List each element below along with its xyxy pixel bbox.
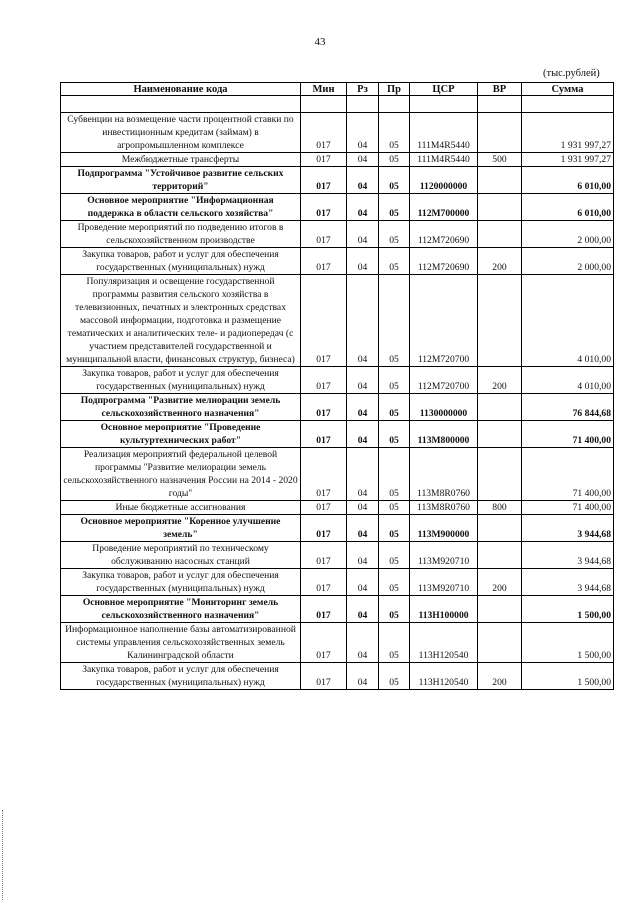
header-vr: ВР: [478, 83, 522, 96]
cell-sum: 76 844,68: [522, 394, 614, 421]
cell-min: 017: [301, 221, 347, 248]
cell-sum: 3 944,68: [522, 515, 614, 542]
cell-vr: 500: [478, 153, 522, 167]
cell-name: Проведение мероприятий по подведению итогов в сельскохозяйственном производстве: [61, 221, 301, 248]
cell-min: 017: [301, 275, 347, 367]
cell-sum: 4 010,00: [522, 275, 614, 367]
cell-sum: 71 400,00: [522, 421, 614, 448]
header-sum: Сумма: [522, 83, 614, 96]
cell-vr: [478, 623, 522, 663]
cell-csr: 112M720690: [410, 248, 478, 275]
cell-pr: 05: [379, 569, 410, 596]
table-row: [61, 394, 614, 421]
cell-sum: 1 931 997,27: [522, 153, 614, 167]
header-name: Наименование кода: [61, 83, 301, 96]
cell-sum: 3 944,68: [522, 569, 614, 596]
table-row: [61, 663, 614, 690]
cell-sum: 2 000,00: [522, 248, 614, 275]
cell-name: Основное мероприятие "Информационная поддержка в области сельского хозяйства": [61, 194, 301, 221]
cell-csr: 112M720700: [410, 367, 478, 394]
header-csr: ЦСР: [410, 83, 478, 96]
cell-csr: 111M4R5440: [410, 153, 478, 167]
cell-name: Закупка товаров, работ и услуг для обеспечения государственных (муниципальных) нужд: [61, 663, 301, 690]
cell-pr: 05: [379, 153, 410, 167]
table-row: [61, 248, 614, 275]
cell-csr: 113H120540: [410, 663, 478, 690]
cell-rz: 04: [347, 275, 379, 367]
cell-min: 017: [301, 194, 347, 221]
cell-rz: 04: [347, 221, 379, 248]
table-row: [61, 221, 614, 248]
cell-rz: 04: [347, 113, 379, 153]
cell-rz: 04: [347, 421, 379, 448]
cell-vr: [478, 221, 522, 248]
cell-name: Субвенции на возмещение части процентной ставки по инвестиционным кредитам (займам) в агропромышленном комплексе: [61, 113, 301, 153]
cell-csr: 112M720690: [410, 221, 478, 248]
cell-min: 017: [301, 394, 347, 421]
cell-csr: 1130000000: [410, 394, 478, 421]
cell-name: Иные бюджетные ассигнования: [61, 501, 301, 515]
cell-vr: [478, 113, 522, 153]
cell-name: Подпрограмма "Устойчивое развитие сельских территорий": [61, 167, 301, 194]
cell-pr: 05: [379, 194, 410, 221]
cell-sum: 2 000,00: [522, 221, 614, 248]
cell-rz: 04: [347, 448, 379, 501]
table-row: [61, 167, 614, 194]
page-number: 43: [314, 36, 326, 48]
spacer-row: [61, 96, 614, 113]
cell-min: 017: [301, 113, 347, 153]
cell-pr: 05: [379, 275, 410, 367]
cell-csr: 113M900000: [410, 515, 478, 542]
cell-rz: 04: [347, 167, 379, 194]
cell-min: 017: [301, 367, 347, 394]
cell-rz: 04: [347, 194, 379, 221]
cell-name: Подпрограмма "Развитие мелиорации земель сельскохозяйственного назначения": [61, 394, 301, 421]
cell-csr: 113M8R0760: [410, 501, 478, 515]
cell-name: Закупка товаров, работ и услуг для обеспечения государственных (муниципальных) нужд: [61, 367, 301, 394]
cell-sum: 3 944,68: [522, 542, 614, 569]
cell-sum: 6 010,00: [522, 167, 614, 194]
table-row: [61, 623, 614, 663]
cell-vr: [478, 194, 522, 221]
cell-pr: 05: [379, 394, 410, 421]
header-pr: Пр: [379, 83, 410, 96]
table-row: [61, 367, 614, 394]
cell-name: Основное мероприятие "Проведение культуртехнических работ": [61, 421, 301, 448]
cell-pr: 05: [379, 663, 410, 690]
cell-min: 017: [301, 167, 347, 194]
cell-vr: 200: [478, 367, 522, 394]
cell-min: 017: [301, 501, 347, 515]
cell-csr: 113M800000: [410, 421, 478, 448]
table-row: [61, 542, 614, 569]
cell-min: 017: [301, 515, 347, 542]
cell-pr: 05: [379, 501, 410, 515]
cell-rz: 04: [347, 501, 379, 515]
cell-csr: 112M720700: [410, 275, 478, 367]
cell-name: Основное мероприятие "Мониторинг земель сельскохозяйственного назначения": [61, 596, 301, 623]
cell-sum: 71 400,00: [522, 448, 614, 501]
cell-rz: 04: [347, 569, 379, 596]
cell-min: 017: [301, 542, 347, 569]
cell-min: 017: [301, 623, 347, 663]
cell-vr: [478, 275, 522, 367]
cell-sum: 1 500,00: [522, 596, 614, 623]
cell-pr: 05: [379, 248, 410, 275]
cell-vr: [478, 542, 522, 569]
cell-csr: 113M8R0760: [410, 448, 478, 501]
cell-name: Информационное наполнение базы автоматизированной системы управления сельскохозяйственных земель Калининградской области: [61, 623, 301, 663]
table-row: [61, 501, 614, 515]
cell-min: 017: [301, 448, 347, 501]
cell-csr: 113H120540: [410, 623, 478, 663]
cell-min: 017: [301, 421, 347, 448]
cell-name: Основное мероприятие "Коренное улучшение земель": [61, 515, 301, 542]
cell-rz: 04: [347, 515, 379, 542]
cell-pr: 05: [379, 448, 410, 501]
cell-pr: 05: [379, 515, 410, 542]
cell-pr: 05: [379, 542, 410, 569]
cell-min: 017: [301, 663, 347, 690]
cell-csr: 113M920710: [410, 542, 478, 569]
cell-csr: 111M4R5440: [410, 113, 478, 153]
cell-vr: [478, 421, 522, 448]
cell-pr: 05: [379, 596, 410, 623]
cell-csr: 113M920710: [410, 569, 478, 596]
cell-rz: 04: [347, 542, 379, 569]
table-row: [61, 113, 614, 153]
cell-rz: 04: [347, 394, 379, 421]
cell-rz: 04: [347, 663, 379, 690]
units-label: (тыс.рублей): [543, 68, 600, 79]
cell-vr: 200: [478, 569, 522, 596]
cell-sum: 4 010,00: [522, 367, 614, 394]
cell-pr: 05: [379, 421, 410, 448]
cell-name: Популяризация и освещение государственной программы развития сельского хозяйства в телевизионных, печатных и электронных средствах массовой информации, подготовка и размещение тематических и аналитических теле- и радиопередач (с участием представителей государственной и муниципальной власти, финансовых структур, бизнеса): [61, 275, 301, 367]
cell-csr: 113H100000: [410, 596, 478, 623]
cell-rz: 04: [347, 248, 379, 275]
cell-pr: 05: [379, 367, 410, 394]
cell-name: Проведение мероприятий по техническому обслуживанию насосных станций: [61, 542, 301, 569]
cell-csr: 1120000000: [410, 167, 478, 194]
cell-sum: 1 931 997,27: [522, 113, 614, 153]
cell-min: 017: [301, 153, 347, 167]
cell-pr: 05: [379, 221, 410, 248]
header-rz: Рз: [347, 83, 379, 96]
cell-sum: 6 010,00: [522, 194, 614, 221]
cell-sum: 1 500,00: [522, 623, 614, 663]
cell-csr: 112M700000: [410, 194, 478, 221]
cell-vr: 200: [478, 248, 522, 275]
cell-name: Закупка товаров, работ и услуг для обеспечения государственных (муниципальных) нужд: [61, 569, 301, 596]
cell-name: Закупка товаров, работ и услуг для обеспечения государственных (муниципальных) нужд: [61, 248, 301, 275]
cell-sum: 71 400,00: [522, 501, 614, 515]
cell-pr: 05: [379, 113, 410, 153]
table-row: [61, 275, 614, 367]
table-row: [61, 421, 614, 448]
cell-vr: [478, 167, 522, 194]
table-row: [61, 448, 614, 501]
cell-min: 017: [301, 596, 347, 623]
table-row: [61, 194, 614, 221]
cell-vr: 800: [478, 501, 522, 515]
cell-sum: 1 500,00: [522, 663, 614, 690]
cell-name: Реализация мероприятий федеральной целевой программы "Развитие мелиорации земель сельскохозяйственного назначения России на 2014 - 2020 годы": [61, 448, 301, 501]
table-header-row: [61, 83, 614, 96]
cell-vr: [478, 596, 522, 623]
cell-rz: 04: [347, 596, 379, 623]
cell-rz: 04: [347, 367, 379, 394]
table-row: [61, 596, 614, 623]
cell-vr: [478, 448, 522, 501]
cell-pr: 05: [379, 623, 410, 663]
cell-vr: [478, 515, 522, 542]
cell-pr: 05: [379, 167, 410, 194]
cell-rz: 04: [347, 623, 379, 663]
cell-min: 017: [301, 248, 347, 275]
header-min: Мин: [301, 83, 347, 96]
table-row: [61, 569, 614, 596]
cell-vr: 200: [478, 663, 522, 690]
cell-vr: [478, 394, 522, 421]
cell-min: 017: [301, 569, 347, 596]
budget-table: [60, 82, 614, 690]
table-row: [61, 515, 614, 542]
table-row: [61, 153, 614, 167]
cell-rz: 04: [347, 153, 379, 167]
cell-name: Межбюджетные трансферты: [61, 153, 301, 167]
scan-edge-mark: [2, 810, 5, 900]
